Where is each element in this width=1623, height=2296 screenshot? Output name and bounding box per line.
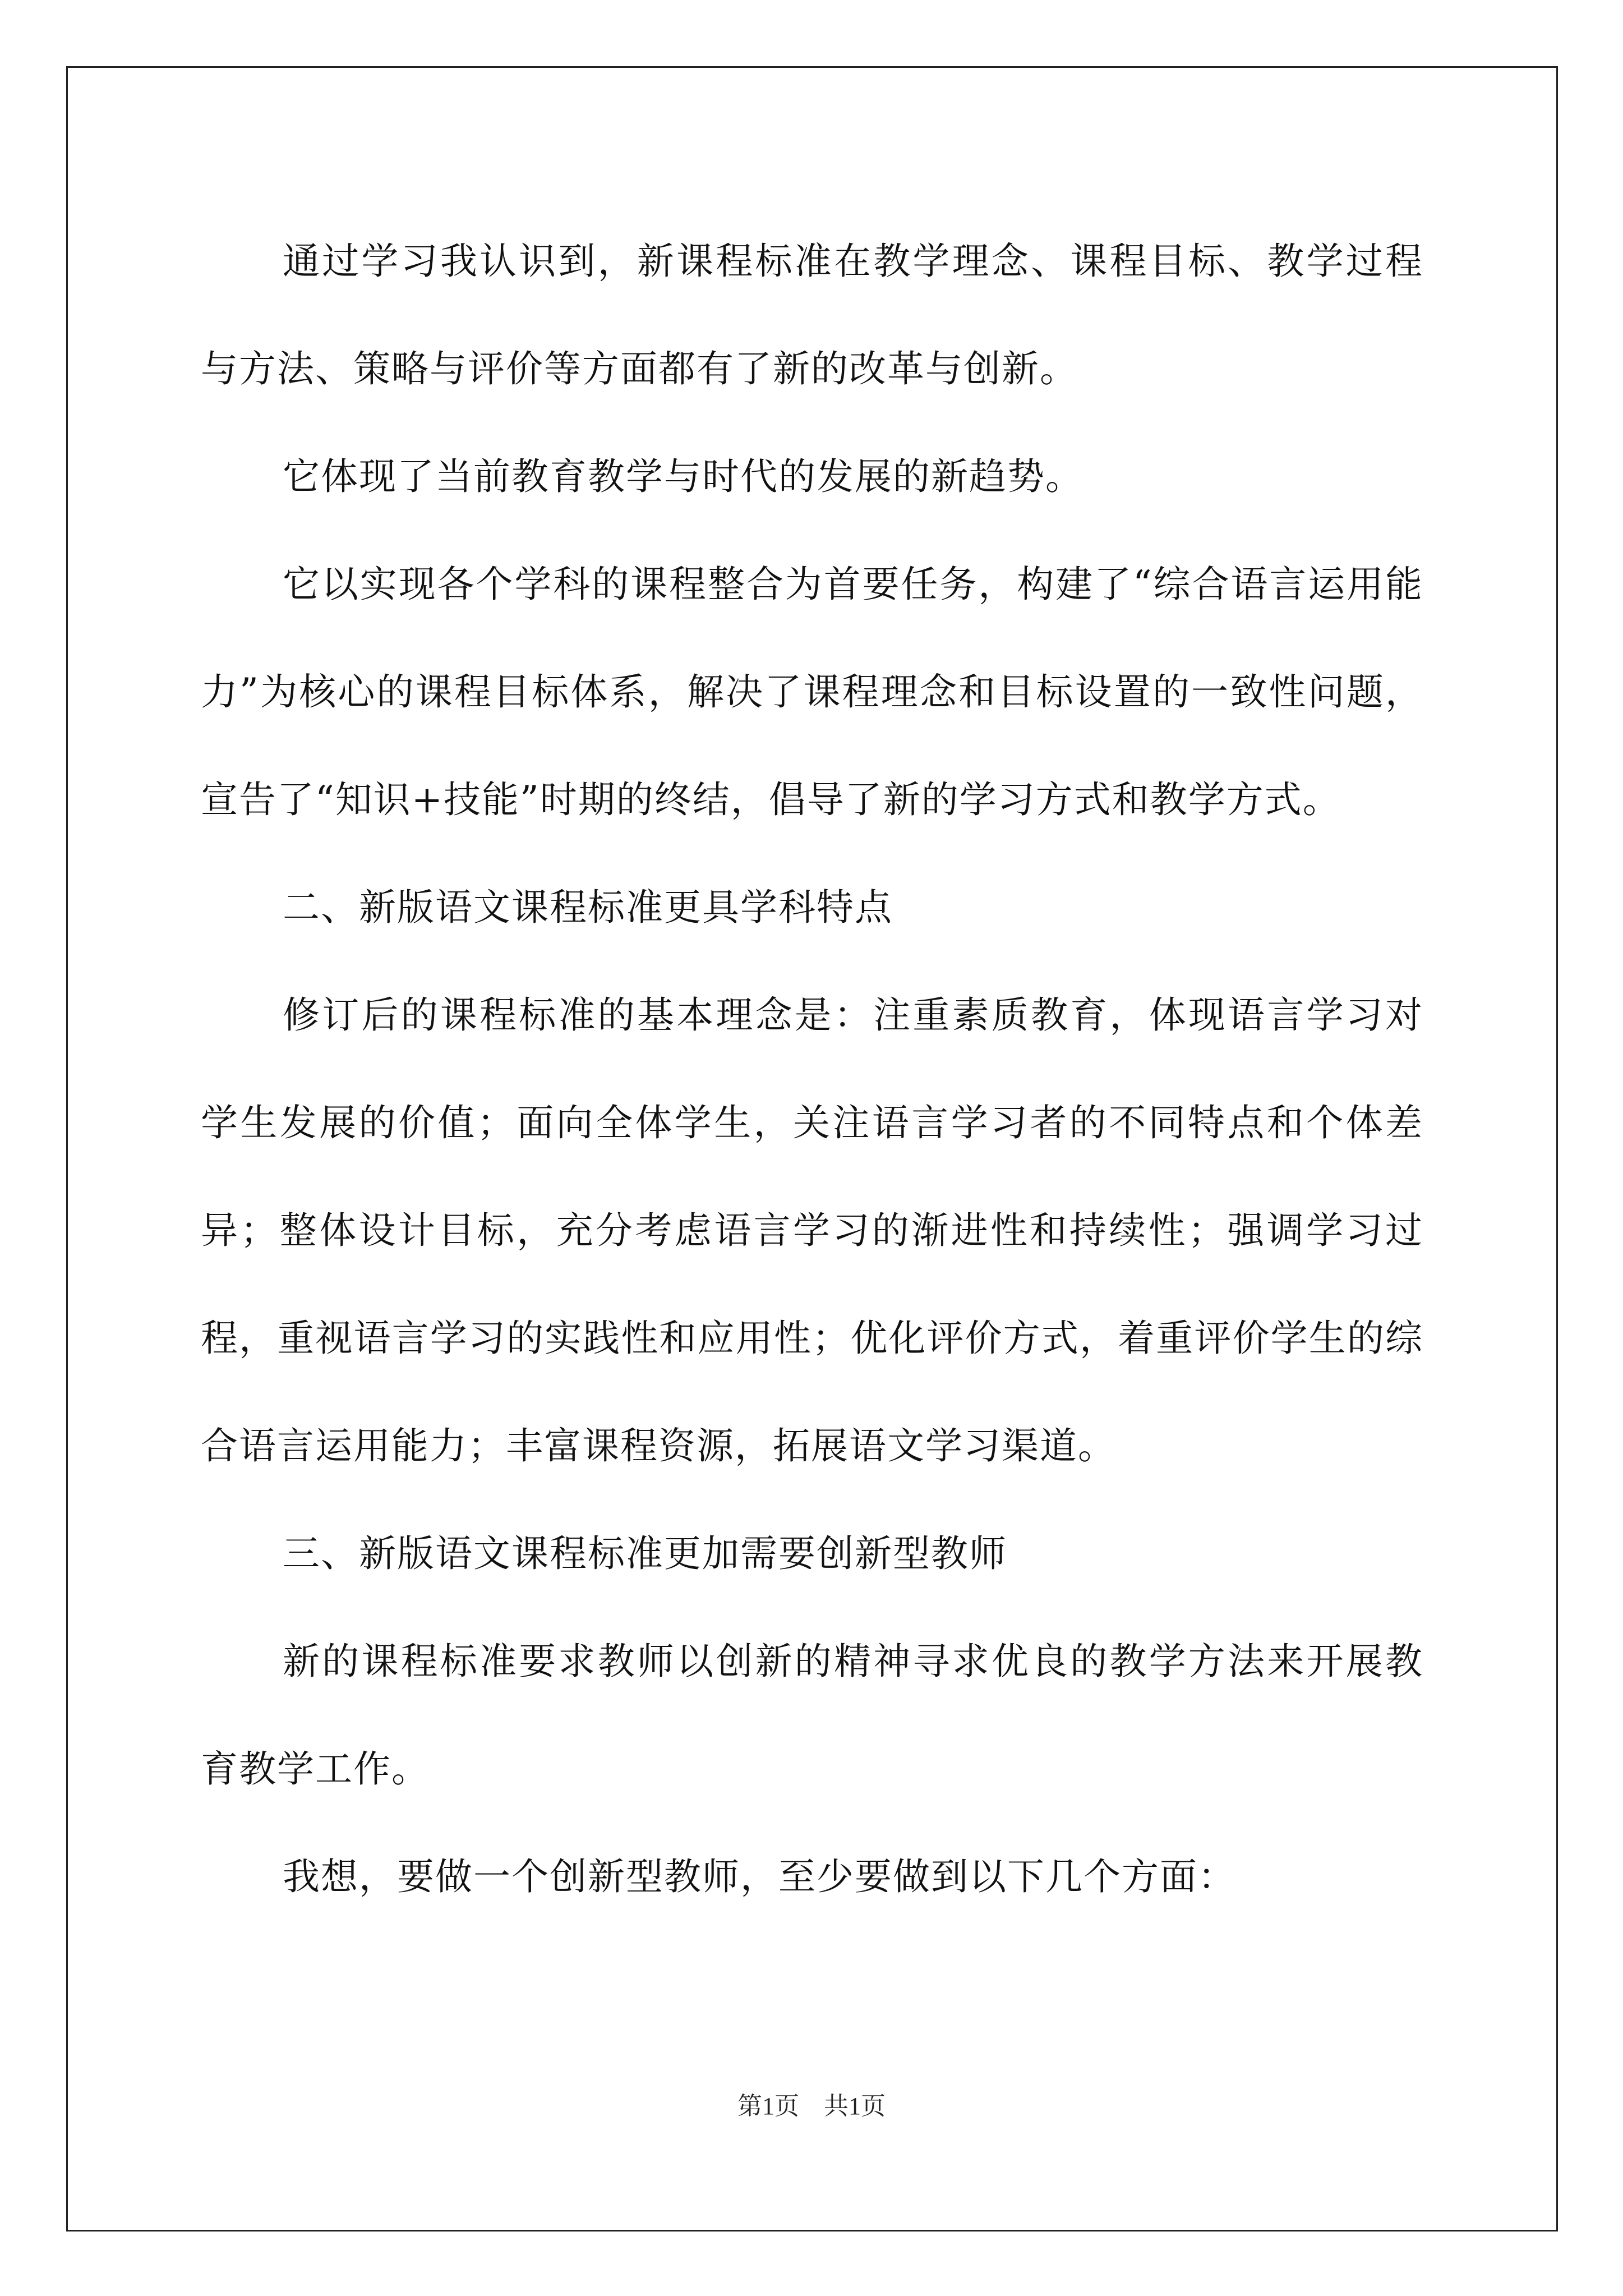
paragraph-3: 它以实现各个学科的课程整合为首要任务，构建了“综合语言运用能力”为核心的课程目标体系，解决了课程理念和目标设置的一致性问题，宣告了“知识+技能”时期的终结，倡导了新的学习方式和教学方式。	[201, 563, 1423, 821]
paragraph-2: 它体现了当前教育教学与时代的发展的新趋势。	[283, 455, 1083, 498]
section-heading-2: 二、新版语文课程标准更具学科特点	[283, 886, 893, 929]
page-footer: 第1页 共1页	[737, 2092, 886, 2120]
section-heading-3: 三、新版语文课程标准更加需要创新型教师	[283, 1532, 1007, 1575]
paragraph-1: 通过学习我认识到，新课程标准在教学理念、课程目标、教学过程与方法、策略与评价等方面都有了新的改革与创新。	[201, 240, 1423, 390]
paragraph-6: 我想，要做一个创新型教师，至少要做到以下几个方面：	[283, 1855, 1236, 1898]
paragraph-4: 修订后的课程标准的基本理念是：注重素质教育，体现语言学习对学生发展的价值；面向全体学生，关注语言学习者的不同特点和个体差异；整体设计目标，充分考虑语言学习的渐进性和持续性；强调学习过程，重视语言学习的实践性和应用性；优化评价方式，着重评价学生的综合语言运用能力；丰富课程资源，拓展语文学习渠道。	[201, 993, 1423, 1467]
document-body	[201, 208, 1423, 1931]
paragraph-5: 新的课程标准要求教师以创新的精神寻求优良的教学方法来开展教育教学工作。	[201, 1640, 1423, 1791]
